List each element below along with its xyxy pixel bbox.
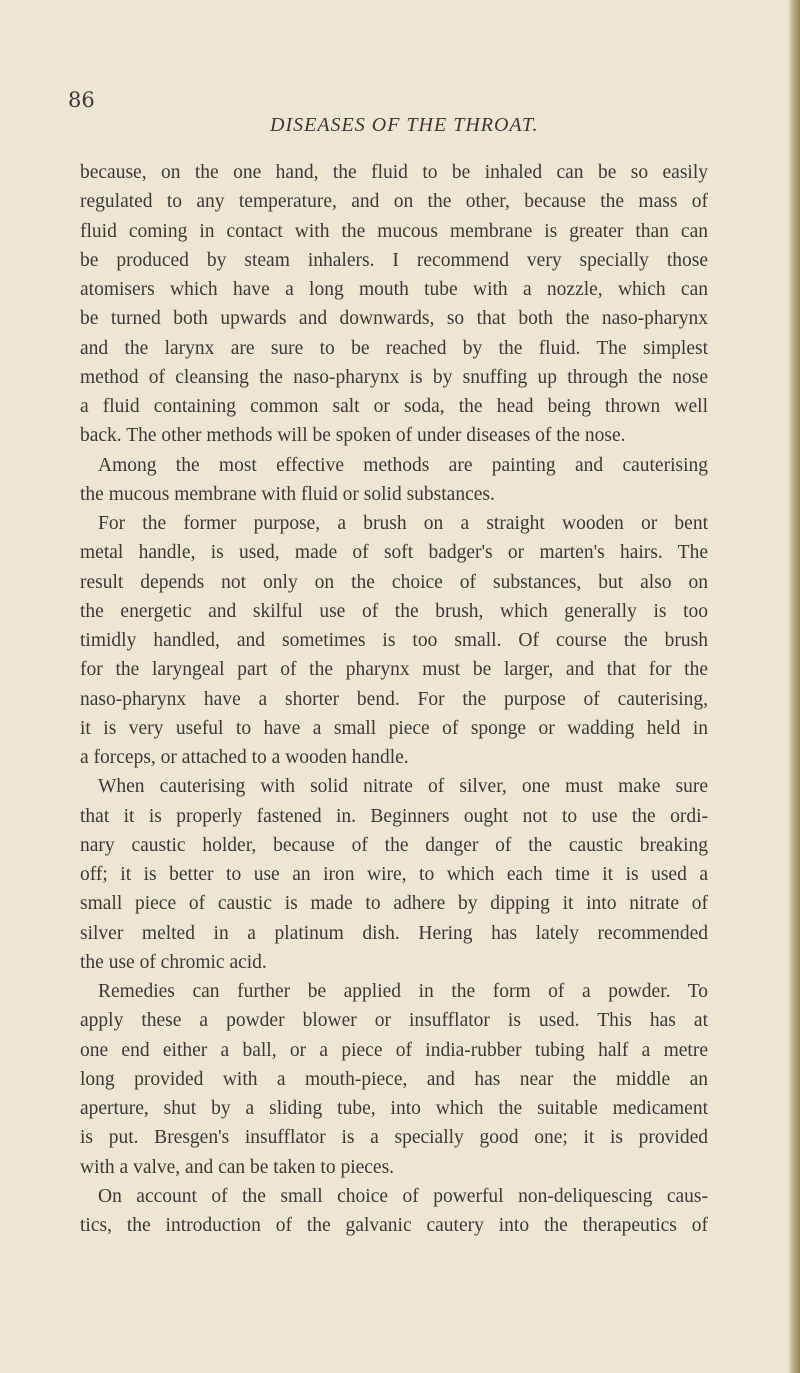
text-line: the use of chromic acid. — [80, 951, 267, 973]
text-line: back. The other methods will be spoken of under diseases of the nose. — [80, 425, 626, 447]
text-line: metal handle, is used, made of soft badger's or marten's hairs. The — [80, 542, 708, 564]
text-line: fluid coming in contact with the mucous membrane is greater than can — [80, 220, 708, 242]
text-line: On account of the small choice of powerful non-deliquescing caus- — [98, 1185, 708, 1207]
text-line: timidly handled, and sometimes is too small. Of course the brush — [80, 630, 708, 651]
body-text — [80, 158, 708, 1240]
text-line: it is very useful to have a small piece of sponge or wadding held in — [80, 717, 708, 739]
page-edge-shadow — [788, 0, 800, 1373]
text-line: naso-pharynx have a shorter bend. For the purpose of cauterising, — [80, 688, 708, 710]
text-line: a fluid containing common salt or soda, the head being thrown well — [80, 396, 708, 417]
text-line: Remedies can further be applied in the form of a powder. To — [98, 981, 708, 1002]
running-title: DISEASES OF THE THROAT. — [270, 114, 539, 136]
text-line: When cauterising with solid nitrate of silver, one must make sure — [98, 776, 708, 798]
text-line: small piece of caustic is made to adhere by dipping it into nitrate of — [80, 893, 708, 915]
text-line: off; it is better to use an iron wire, to which each time it is used a — [80, 864, 708, 885]
text-line: apply these a powder blower or insufflator is used. This has at — [80, 1010, 708, 1032]
text-line: atomisers which have a long mouth tube with a nozzle, which can — [80, 279, 708, 300]
text-line: that it is properly fastened in. Beginners ought not to use the ordi- — [80, 805, 708, 827]
text-line: silver melted in a platinum dish. Hering has lately recommended — [80, 922, 708, 944]
text-line: because, on the one hand, the fluid to be inhaled can be so easily — [80, 162, 708, 183]
text-line: the mucous membrane with fluid or solid substances. — [80, 483, 495, 505]
text-line: the energetic and skilful use of the brush, which generally is too — [80, 600, 708, 622]
text-line: for the laryngeal part of the pharynx must be larger, and that for the — [80, 659, 708, 681]
text-line: method of cleansing the naso-pharynx is by snuffing up through the nose — [80, 366, 708, 388]
text-line: and the larynx are sure to be reached by the fluid. The simplest — [80, 337, 708, 359]
text-line: nary caustic holder, because of the danger of the caustic breaking — [80, 834, 708, 856]
text-line: with a valve, and can be taken to pieces. — [80, 1156, 395, 1178]
text-line: result depends not only on the choice of substances, but also on — [80, 571, 708, 593]
text-line: aperture, shut by a sliding tube, into which the suitable medicament — [80, 1098, 708, 1119]
text-line: For the former purpose, a brush on a straight wooden or bent — [98, 513, 708, 534]
page-number: 86 — [68, 88, 95, 112]
text-line: one end either a ball, or a piece of india-rubber tubing half a metre — [80, 1039, 708, 1061]
text-line: regulated to any temperature, and on the other, because the mass of — [80, 191, 708, 213]
text-line: Among the most effective methods are painting and cauterising — [98, 454, 708, 476]
text-line: be turned both upwards and downwards, so that both the naso-pharynx — [80, 308, 708, 330]
text-line: long provided with a mouth-piece, and has near the middle an — [80, 1068, 708, 1090]
text-line: is put. Bresgen's insufflator is a specially good one; it is provided — [80, 1127, 708, 1149]
text-line: a forceps, or attached to a wooden handle. — [80, 747, 409, 768]
text-line: be produced by steam inhalers. I recommend very specially those — [80, 249, 708, 271]
text-line: tics, the introduction of the galvanic cautery into the therapeutics of — [80, 1215, 708, 1236]
